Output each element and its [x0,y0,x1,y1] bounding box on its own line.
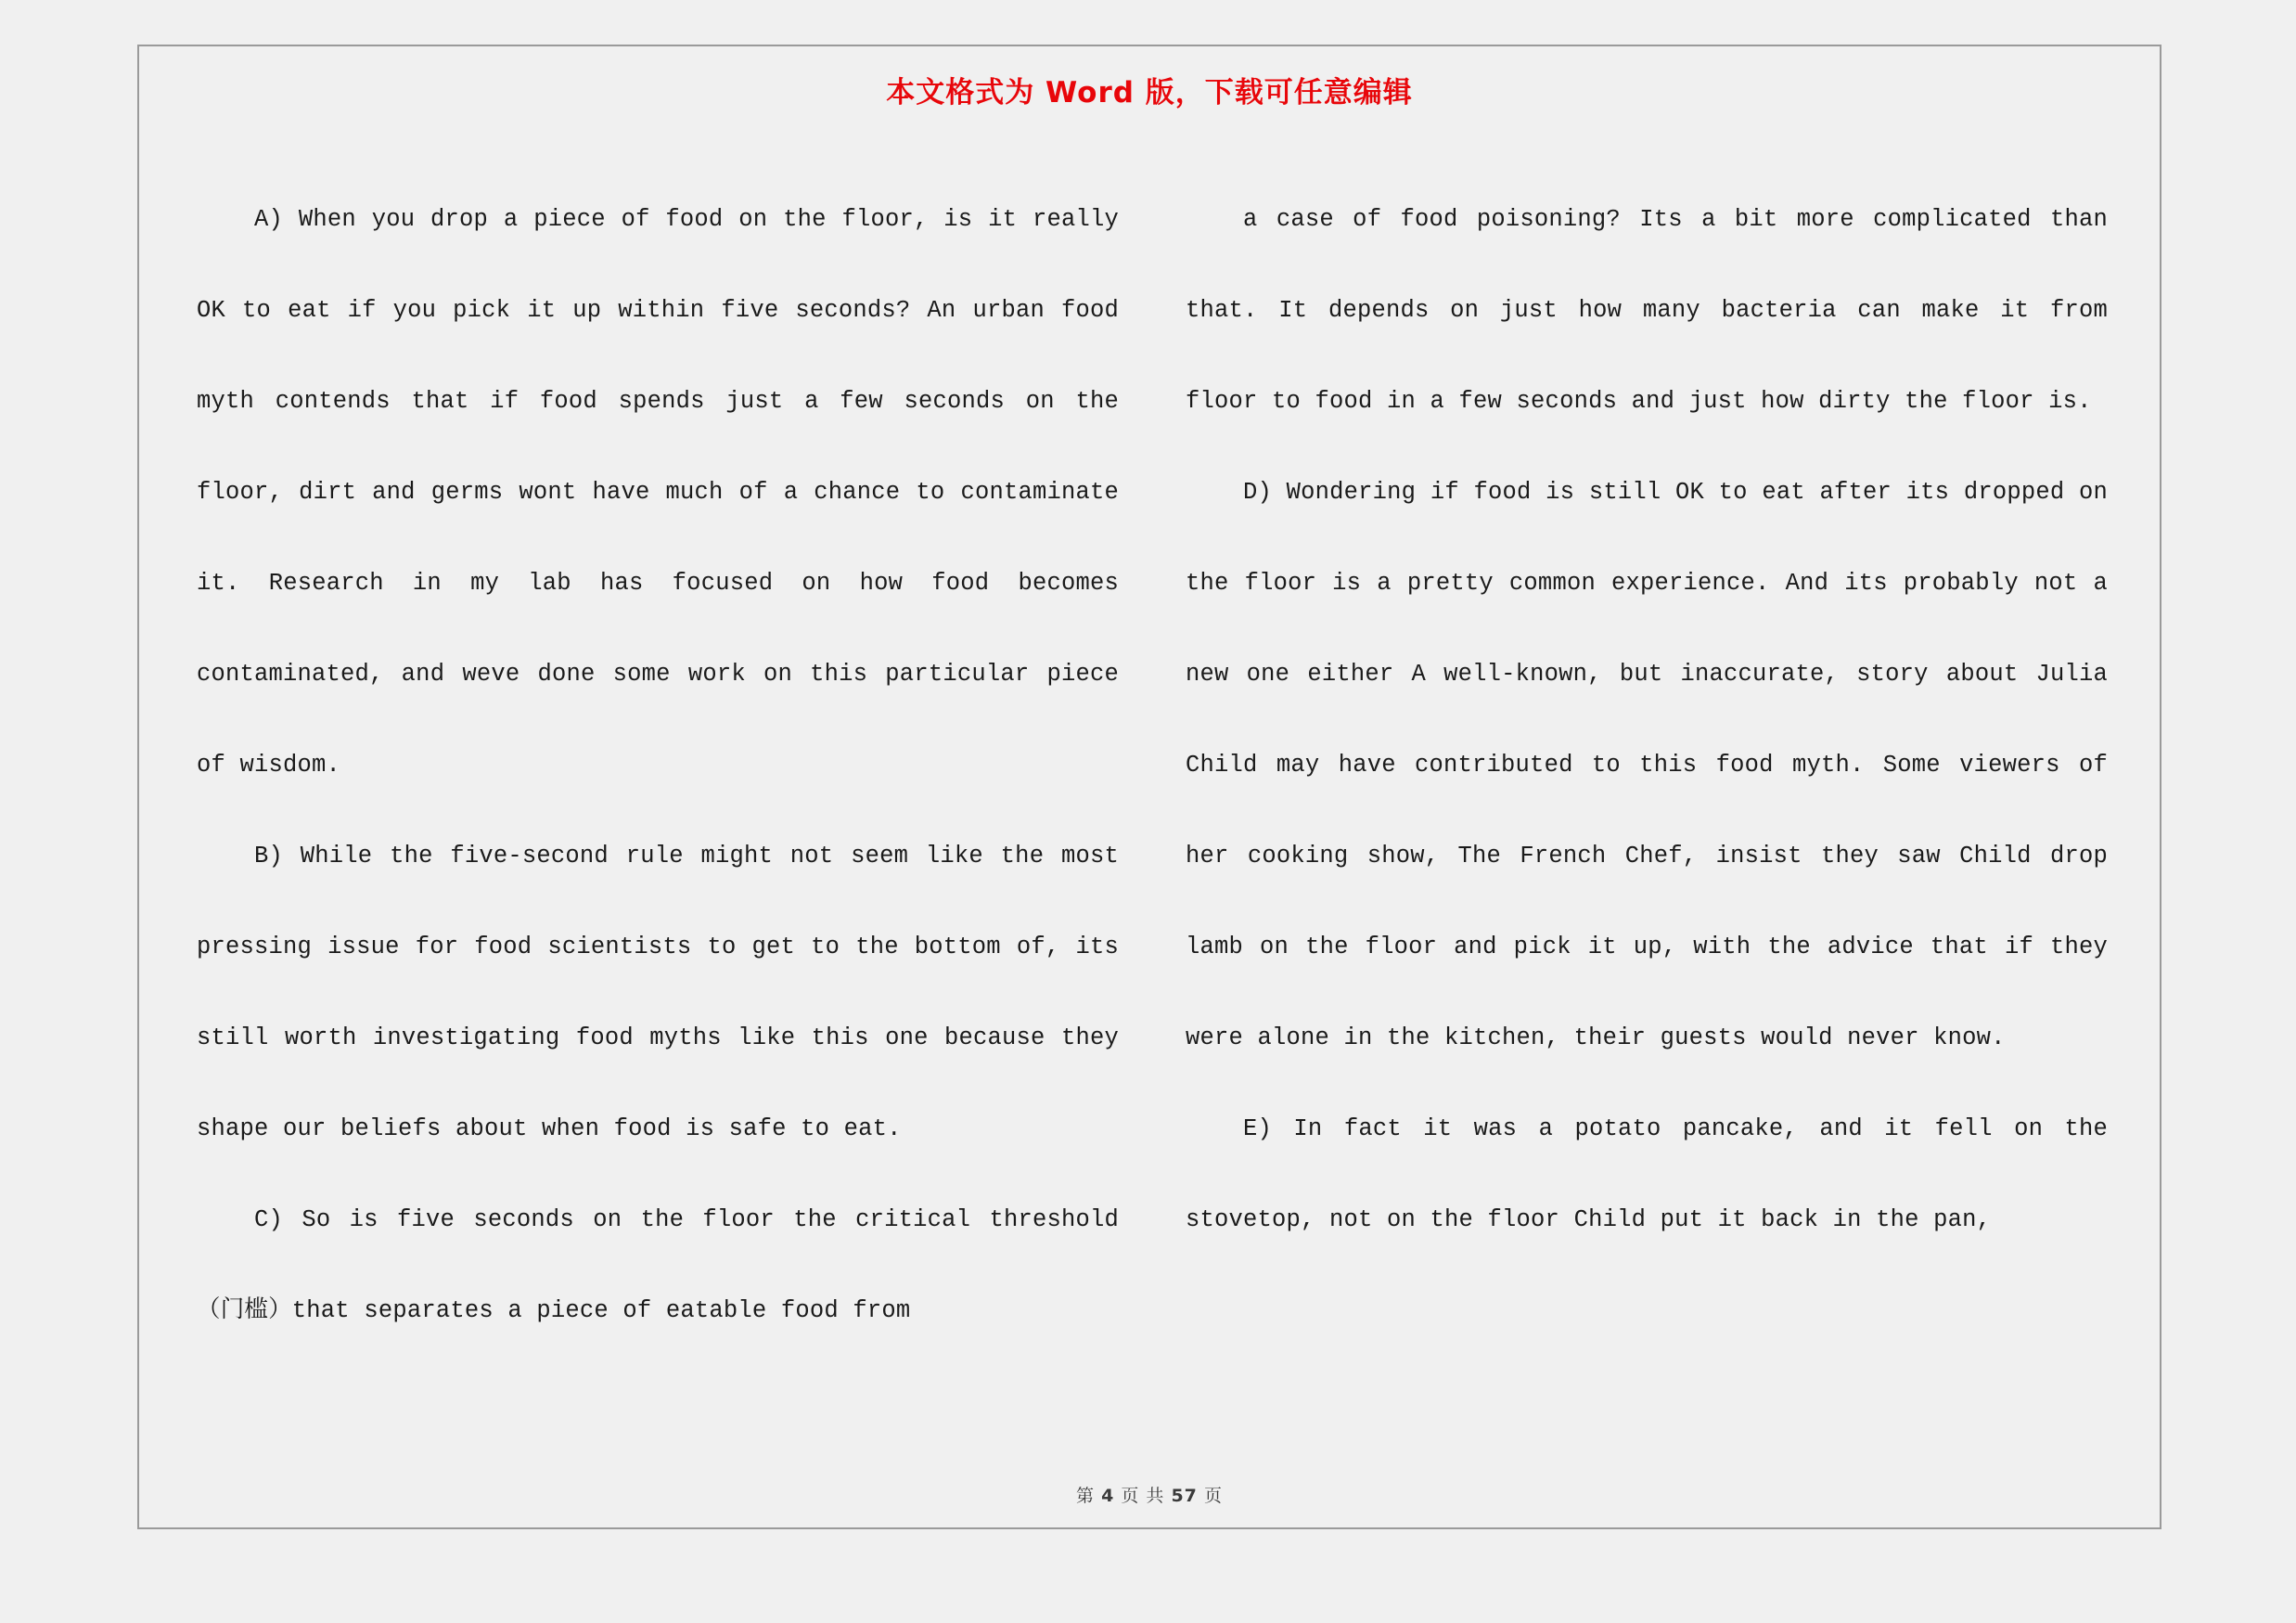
paragraph-b: B) While the five-second rule might not seem like the most pressing issue for food scientists to get to the bottom of, its still worth investigating food myths like this one because they shape our beliefs about when food is safe to eat. [197,843,1119,1142]
document-sheet [137,45,2161,1529]
paragraph-c: C) So is five seconds on the floor the critical threshold（门槛）that separates a piece of eatable food from [197,1206,1119,1324]
footer-suffix: 页 [1203,1486,1223,1506]
paragraph-e: E) In fact it was a potato pancake, and it fell on the stovetop, not on the floor Child put it back in the pan, [1186,1115,2108,1233]
footer-current-page: 4 [1101,1486,1115,1506]
footer-total-pages: 57 [1171,1486,1198,1506]
word-format-banner: 本文格式为 Word 版，下载可任意编辑 [886,76,1413,109]
paragraph-d: D) Wondering if food is still OK to eat after its dropped on the floor is a pretty common experience. And its probably not a new one either A well-known, but inaccurate, story about Julia Child may have contributed to this food myth. Some viewers of her cooking show, The French Chef, insist they saw Child drop lamb on the floor and pick it up, with the advice that if they were alone in the kitchen, their guests would never know. [1186,479,2108,1051]
left-column [197,174,1119,1357]
page-footer [139,1482,2160,1507]
right-column [1186,174,2108,1357]
two-column-body [197,174,2108,1357]
footer-prefix: 第 [1076,1486,1096,1506]
footer-middle: 页 共 [1121,1486,1165,1506]
paragraph-a: A) When you drop a piece of food on the floor, is it really OK to eat if you pick it up within five seconds? An urban food myth contends that if food spends just a few seconds on the floor, dirt and germs wont have much of a chance to contaminate it. Research in my lab has focused on how food becomes contaminated, and weve done some work on this particular piece of wisdom. [197,206,1119,779]
paragraph-c-continued: a case of food poisoning? Its a bit more complicated than that. It depends on just how many bacteria can make it from floor to food in a few seconds and just how dirty the floor is. [1186,206,2108,415]
